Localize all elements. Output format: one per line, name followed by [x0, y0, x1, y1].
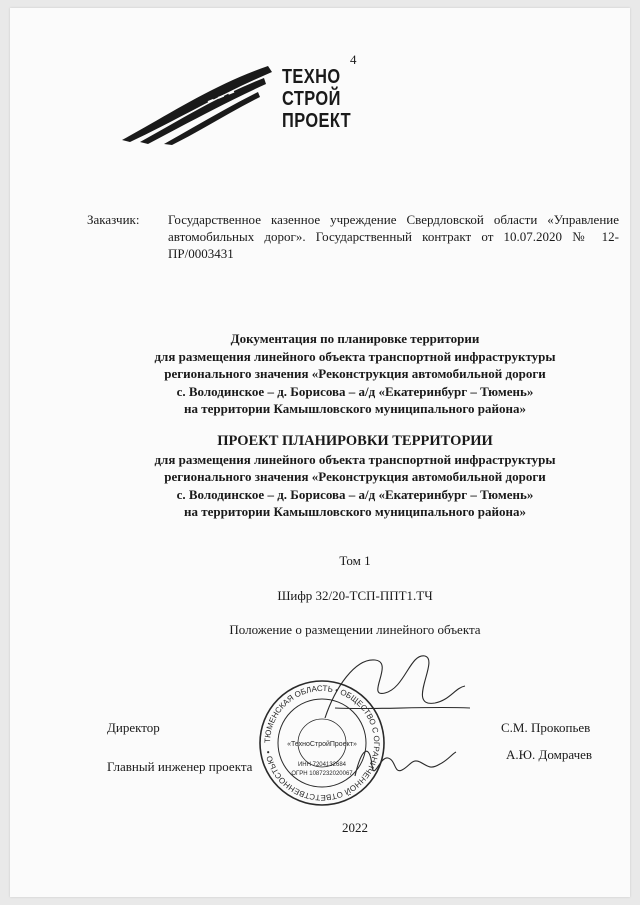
engineer-name: А.Ю. Домрачев	[506, 747, 593, 762]
road-swoosh-icon	[118, 60, 278, 150]
stamp-center-text: «ТехноСтройПроект»	[287, 741, 357, 748]
director-label: Директор	[107, 720, 160, 735]
project-line-3: регионального значения «Реконструкция автомобильной дороги	[164, 469, 546, 484]
project-line-5: на территории Камышловского муниципального района»	[184, 504, 526, 519]
stamp-inn: ИНН 7204132684	[297, 762, 347, 768]
cipher-code: Шифр 32/20-ТСП-ППТ1.ТЧ	[277, 588, 433, 603]
stamp-outer-text: ТЮМЕНСКАЯ ОБЛАСТЬ • ОБЩЕСТВО С ОГРАНИЧЕННОЙ ОТВЕТСТВЕННОСТЬЮ •	[262, 683, 382, 803]
document-year: 2022	[342, 820, 368, 835]
page-number: 4	[350, 52, 357, 67]
customer-label: Заказчик:	[87, 212, 140, 227]
doc-title-line-5: на территории Камышловского муниципального района»	[184, 401, 526, 416]
project-line-2: для размещения линейного объекта транспортной инфраструктуры	[154, 451, 556, 467]
section-title: Положение о размещении линейного объекта	[229, 622, 481, 637]
logo-line-1: ТЕХНО	[282, 66, 341, 88]
engineer-signature	[350, 736, 460, 786]
doc-title-line-1: Документация по планировке территории	[230, 331, 480, 346]
document-page	[10, 8, 630, 897]
customer-text: Государственное казенное учреждение Свердловской области «Управление автомобильных дорог». Государственный контракт от 10.07.2020 № 12-ПР/0003431	[168, 212, 619, 261]
doc-title-line-2: для размещения линейного объекта транспортной инфраструктуры	[154, 348, 556, 364]
logo-line-3: ПРОЕКТ	[282, 110, 352, 132]
doc-title-line-3: регионального значения «Реконструкция автомобильной дороги	[164, 366, 546, 381]
engineer-label: Главный инженер проекта	[107, 759, 253, 774]
customer-info	[87, 211, 619, 262]
company-logo	[118, 60, 358, 150]
project-heading: ПРОЕКТ ПЛАНИРОВКИ ТЕРРИТОРИИ	[217, 433, 493, 449]
stamp-ogrn: ОГРН 1087232020067	[291, 771, 353, 777]
project-title	[85, 433, 625, 521]
doc-title-line-4: с. Володинское – д. Борисова – а/д «Екатеринбург – Тюмень»	[176, 383, 534, 399]
documentation-title	[85, 330, 625, 418]
volume-label: Том 1	[339, 553, 371, 568]
project-line-4: с. Володинское – д. Борисова – а/д «Екатеринбург – Тюмень»	[176, 486, 534, 502]
logo-line-2: СТРОЙ	[282, 88, 341, 110]
logo-wordmark	[282, 66, 351, 132]
director-name: С.М. Прокопьев	[501, 720, 591, 735]
